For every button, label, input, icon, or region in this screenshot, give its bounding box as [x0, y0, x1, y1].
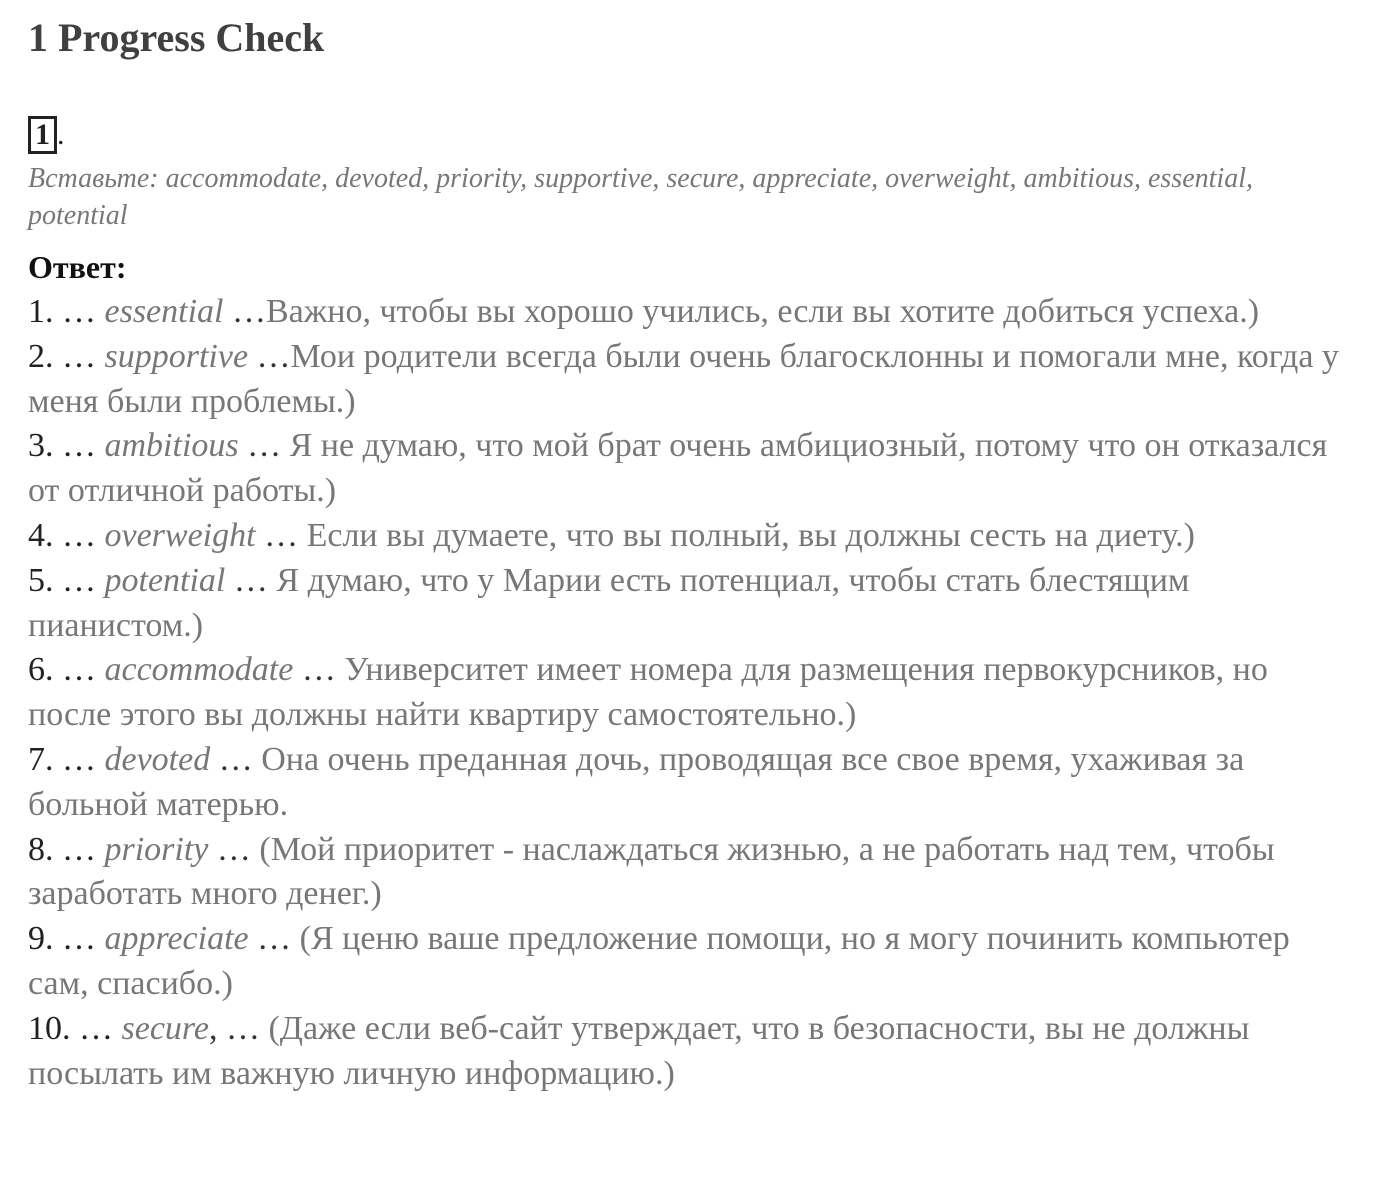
answer-word: accommodate: [104, 651, 294, 689]
answer-word: supportive: [104, 337, 249, 375]
answer-translation: (Даже если веб-сайт утверждает, что в безопасности, вы не должны посылать им важную личную информацию.): [28, 1009, 1250, 1092]
task-number-suffix: .: [57, 118, 65, 151]
answer-ellipsis: …: [238, 427, 290, 465]
answer-item: [28, 917, 1348, 1007]
answer-number: 2. …: [28, 337, 105, 375]
answer-word: potential: [104, 561, 226, 599]
answer-list: [28, 290, 1348, 1096]
answer-ellipsis: , …: [208, 1009, 269, 1047]
answer-number: 1. …: [28, 293, 105, 330]
answer-translation: Я не думаю, что мой брат очень амбициозный, потому что он отказался от отличной работы.): [28, 427, 1328, 510]
answer-item: [28, 648, 1348, 738]
answer-translation: (Мой приоритет - наслаждаться жизнью, а не работать над тем, чтобы заработать много денег.): [28, 830, 1275, 913]
answer-number: 10. …: [28, 1009, 122, 1047]
answer-item: [28, 738, 1348, 828]
answer-translation: Она очень преданная дочь, проводящая все свое время, ухаживая за больной матерью.: [28, 740, 1245, 823]
answer-item: [28, 559, 1348, 649]
answer-word: essential: [104, 293, 224, 330]
answer-translation: Мои родители всегда были очень благосклонны и помогали мне, когда у меня были проблемы.): [28, 337, 1339, 420]
answer-ellipsis: …: [293, 651, 345, 689]
answer-ellipsis: …: [248, 337, 291, 375]
answer-word: appreciate: [104, 920, 249, 958]
answer-word: devoted: [104, 740, 211, 778]
answer-number: 5. …: [28, 561, 105, 599]
answer-number: 9. …: [28, 920, 105, 958]
answer-ellipsis: …: [223, 293, 266, 330]
answer-ellipsis: …: [210, 740, 262, 778]
answer-number: 3. …: [28, 427, 105, 465]
answer-word: secure: [121, 1009, 209, 1047]
answer-item: [28, 424, 1348, 514]
answer-number: 4. …: [28, 516, 105, 554]
answer-label: Ответ:: [28, 249, 127, 285]
answer-word: priority: [104, 830, 209, 868]
answer-item: [28, 828, 1348, 918]
answer-number: 8. …: [28, 830, 105, 868]
answer-item: [28, 514, 1348, 559]
task-instruction: Вставьте: accommodate, devoted, priority, supportive, secure, appreciate, overweight, ambitious, essential, potential: [28, 163, 1253, 231]
answer-word: ambitious: [104, 427, 239, 465]
answer-number: 6. …: [28, 651, 105, 689]
answer-word: overweight: [104, 516, 256, 554]
task-number-box: 1: [28, 116, 57, 154]
answer-translation: Если вы думаете, что вы полный, вы должны сесть на диету.): [306, 516, 1195, 554]
answer-item: [28, 1007, 1348, 1097]
answer-item: [28, 335, 1348, 425]
answer-ellipsis: …: [225, 561, 277, 599]
answer-translation: Я думаю, что у Марии есть потенциал, чтобы стать блестящим пианистом.): [28, 561, 1190, 644]
answer-translation: Университет имеет номера для размещения первокурсников, но после этого вы должны найти квартиру самостоятельно.): [28, 651, 1268, 734]
answer-ellipsis: …: [208, 830, 260, 868]
answer-translation: Важно, чтобы вы хорошо учились, если вы хотите добиться успеха.): [265, 293, 1260, 330]
answer-ellipsis: …: [255, 516, 307, 554]
task-number: [28, 116, 65, 154]
answer-translation: (Я ценю ваше предложение помощи, но я могу починить компьютер сам, спасибо.): [28, 920, 1290, 1002]
answer-item: [28, 290, 1348, 335]
answer-number: 7. …: [28, 740, 105, 778]
page-title: 1 Progress Check: [28, 15, 325, 60]
answer-ellipsis: …: [248, 920, 300, 958]
